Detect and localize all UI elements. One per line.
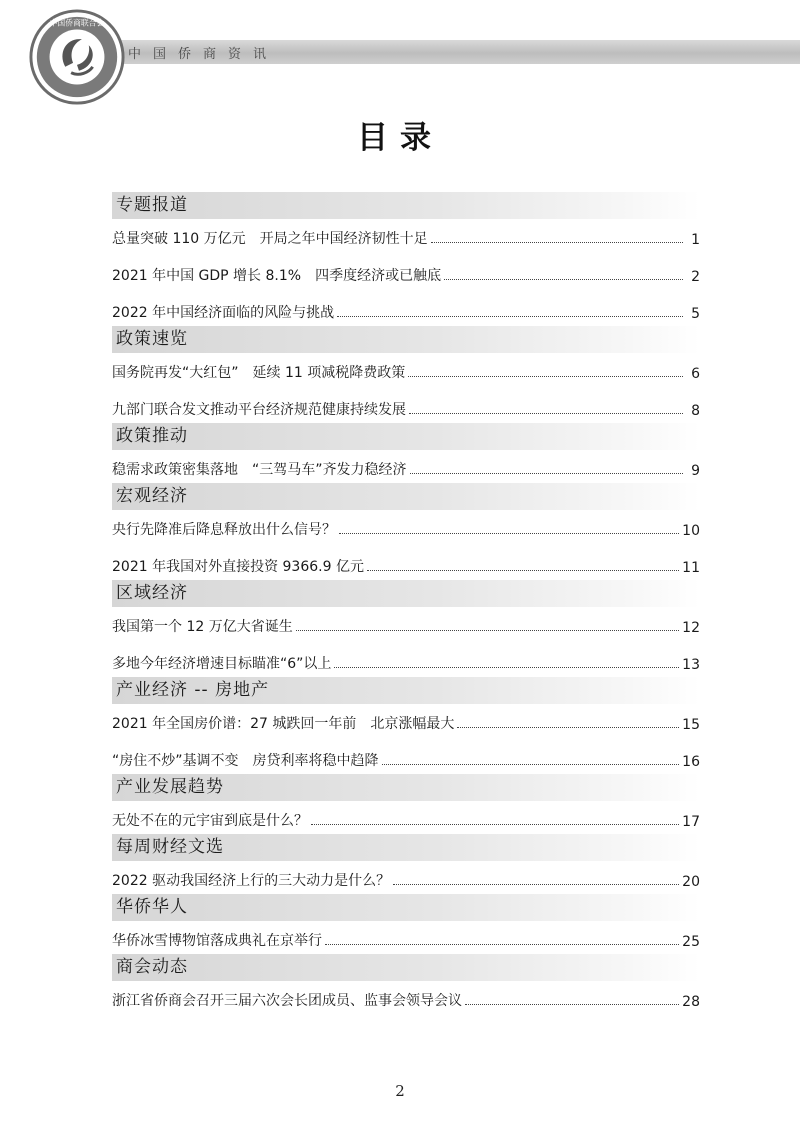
page-title: 目录 (357, 120, 443, 156)
logo-text: 中国侨商联合会 (49, 18, 105, 28)
toc-entry[interactable] (112, 704, 700, 737)
toc-entry-page: 6 (691, 366, 700, 382)
toc-entry-title: 总量突破 110 万亿元 开局之年中国经济韧性十足 (112, 231, 428, 247)
toc-entry-title: 无处不在的元宇宙到底是什么？ (112, 813, 308, 829)
leader-dots (408, 376, 683, 377)
section-header: 宏观经济 (112, 483, 700, 510)
leader-dots (339, 533, 679, 534)
toc-entry[interactable] (112, 510, 700, 543)
leader-dots (410, 473, 683, 474)
toc-entry[interactable] (112, 737, 700, 774)
section-header: 每周财经文选 (112, 834, 700, 861)
toc-entry-page: 12 (682, 620, 700, 636)
toc-entry-title: 浙江省侨商会召开三届六次会长团成员、监事会领导会议 (112, 993, 462, 1009)
toc-entry-title: 我国第一个 12 万亿大省诞生 (112, 619, 293, 635)
section-header: 商会动态 (112, 954, 700, 981)
toc-entry-title: 多地今年经济增速目标瞄准“6”以上 (112, 656, 332, 672)
toc-entry[interactable] (112, 981, 700, 1014)
section-header: 产业发展趋势 (112, 774, 700, 801)
toc-entry[interactable] (112, 219, 700, 252)
toc-entry[interactable] (112, 252, 700, 289)
leader-dots (325, 944, 679, 945)
toc-entry[interactable] (112, 289, 700, 326)
section-header: 产业经济 -- 房地产 (112, 677, 700, 704)
leader-dots (382, 764, 680, 765)
toc-entry-page: 2 (691, 269, 700, 285)
toc-entry-page: 16 (682, 754, 700, 770)
section-header: 华侨华人 (112, 894, 700, 921)
toc-entry[interactable] (112, 353, 700, 386)
toc-entry-title: 国务院再发“大红包” 延续 11 项减税降费政策 (112, 365, 406, 381)
toc-entry[interactable] (112, 543, 700, 580)
toc-entry-title: 华侨冰雪博物馆落成典礼在京举行 (112, 933, 322, 949)
toc-entry-page: 10 (682, 523, 700, 539)
toc-entry-title: 2021 年中国 GDP 增长 8.1% 四季度经济或已触底 (112, 268, 442, 284)
leader-dots (444, 279, 683, 280)
leader-dots (311, 824, 679, 825)
toc-entry[interactable] (112, 921, 700, 954)
toc-entry-title: 央行先降准后降息释放出什么信号？ (112, 522, 336, 538)
toc-entry[interactable] (112, 640, 700, 677)
toc-entry-page: 8 (691, 403, 700, 419)
leader-dots (393, 884, 679, 885)
toc-entry[interactable] (112, 386, 700, 423)
toc-entry[interactable] (112, 861, 700, 894)
toc-entry[interactable] (112, 801, 700, 834)
toc-entry[interactable] (112, 450, 700, 483)
leader-dots (334, 667, 679, 668)
toc-entry-title: 2022 年中国经济面临的风险与挑战 (112, 305, 335, 321)
leader-dots (465, 1004, 679, 1005)
page-number: 2 (395, 1082, 405, 1100)
table-of-contents (112, 192, 700, 1014)
section-header: 专题报道 (112, 192, 700, 219)
toc-entry-title: 稳需求政策密集落地 “三驾马车”齐发力稳经济 (112, 462, 407, 478)
section-header: 政策推动 (112, 423, 700, 450)
leader-dots (457, 727, 679, 728)
toc-entry-page: 5 (691, 306, 700, 322)
toc-entry-page: 11 (682, 560, 700, 576)
toc-entry-page: 9 (691, 463, 700, 479)
leader-dots (337, 316, 683, 317)
toc-entry-title: “房住不炒”基调不变 房贷利率将稳中趋降 (112, 753, 379, 769)
toc-entry-title: 2022 驱动我国经济上行的三大动力是什么？ (112, 873, 391, 889)
toc-entry-page: 17 (682, 814, 700, 830)
leader-dots (296, 630, 679, 631)
toc-entry-page: 28 (682, 994, 700, 1010)
section-header: 政策速览 (112, 326, 700, 353)
toc-entry-page: 25 (682, 934, 700, 950)
toc-entry-title: 2021 年全国房价谱：27 城跌回一年前 北京涨幅最大 (112, 716, 455, 732)
toc-entry-page: 13 (682, 657, 700, 673)
logo (28, 8, 126, 106)
toc-entry-page: 20 (682, 874, 700, 890)
toc-entry[interactable] (112, 607, 700, 640)
magazine-name: 中国侨商资讯 (128, 47, 279, 62)
leader-dots (409, 413, 683, 414)
leader-dots (431, 242, 683, 243)
toc-entry-page: 15 (682, 717, 700, 733)
toc-entry-page: 1 (691, 232, 700, 248)
toc-entry-title: 2021 年我国对外直接投资 9366.9 亿元 (112, 559, 364, 575)
section-header: 区域经济 (112, 580, 700, 607)
toc-entry-title: 九部门联合发文推动平台经济规范健康持续发展 (112, 402, 406, 418)
leader-dots (367, 570, 679, 571)
